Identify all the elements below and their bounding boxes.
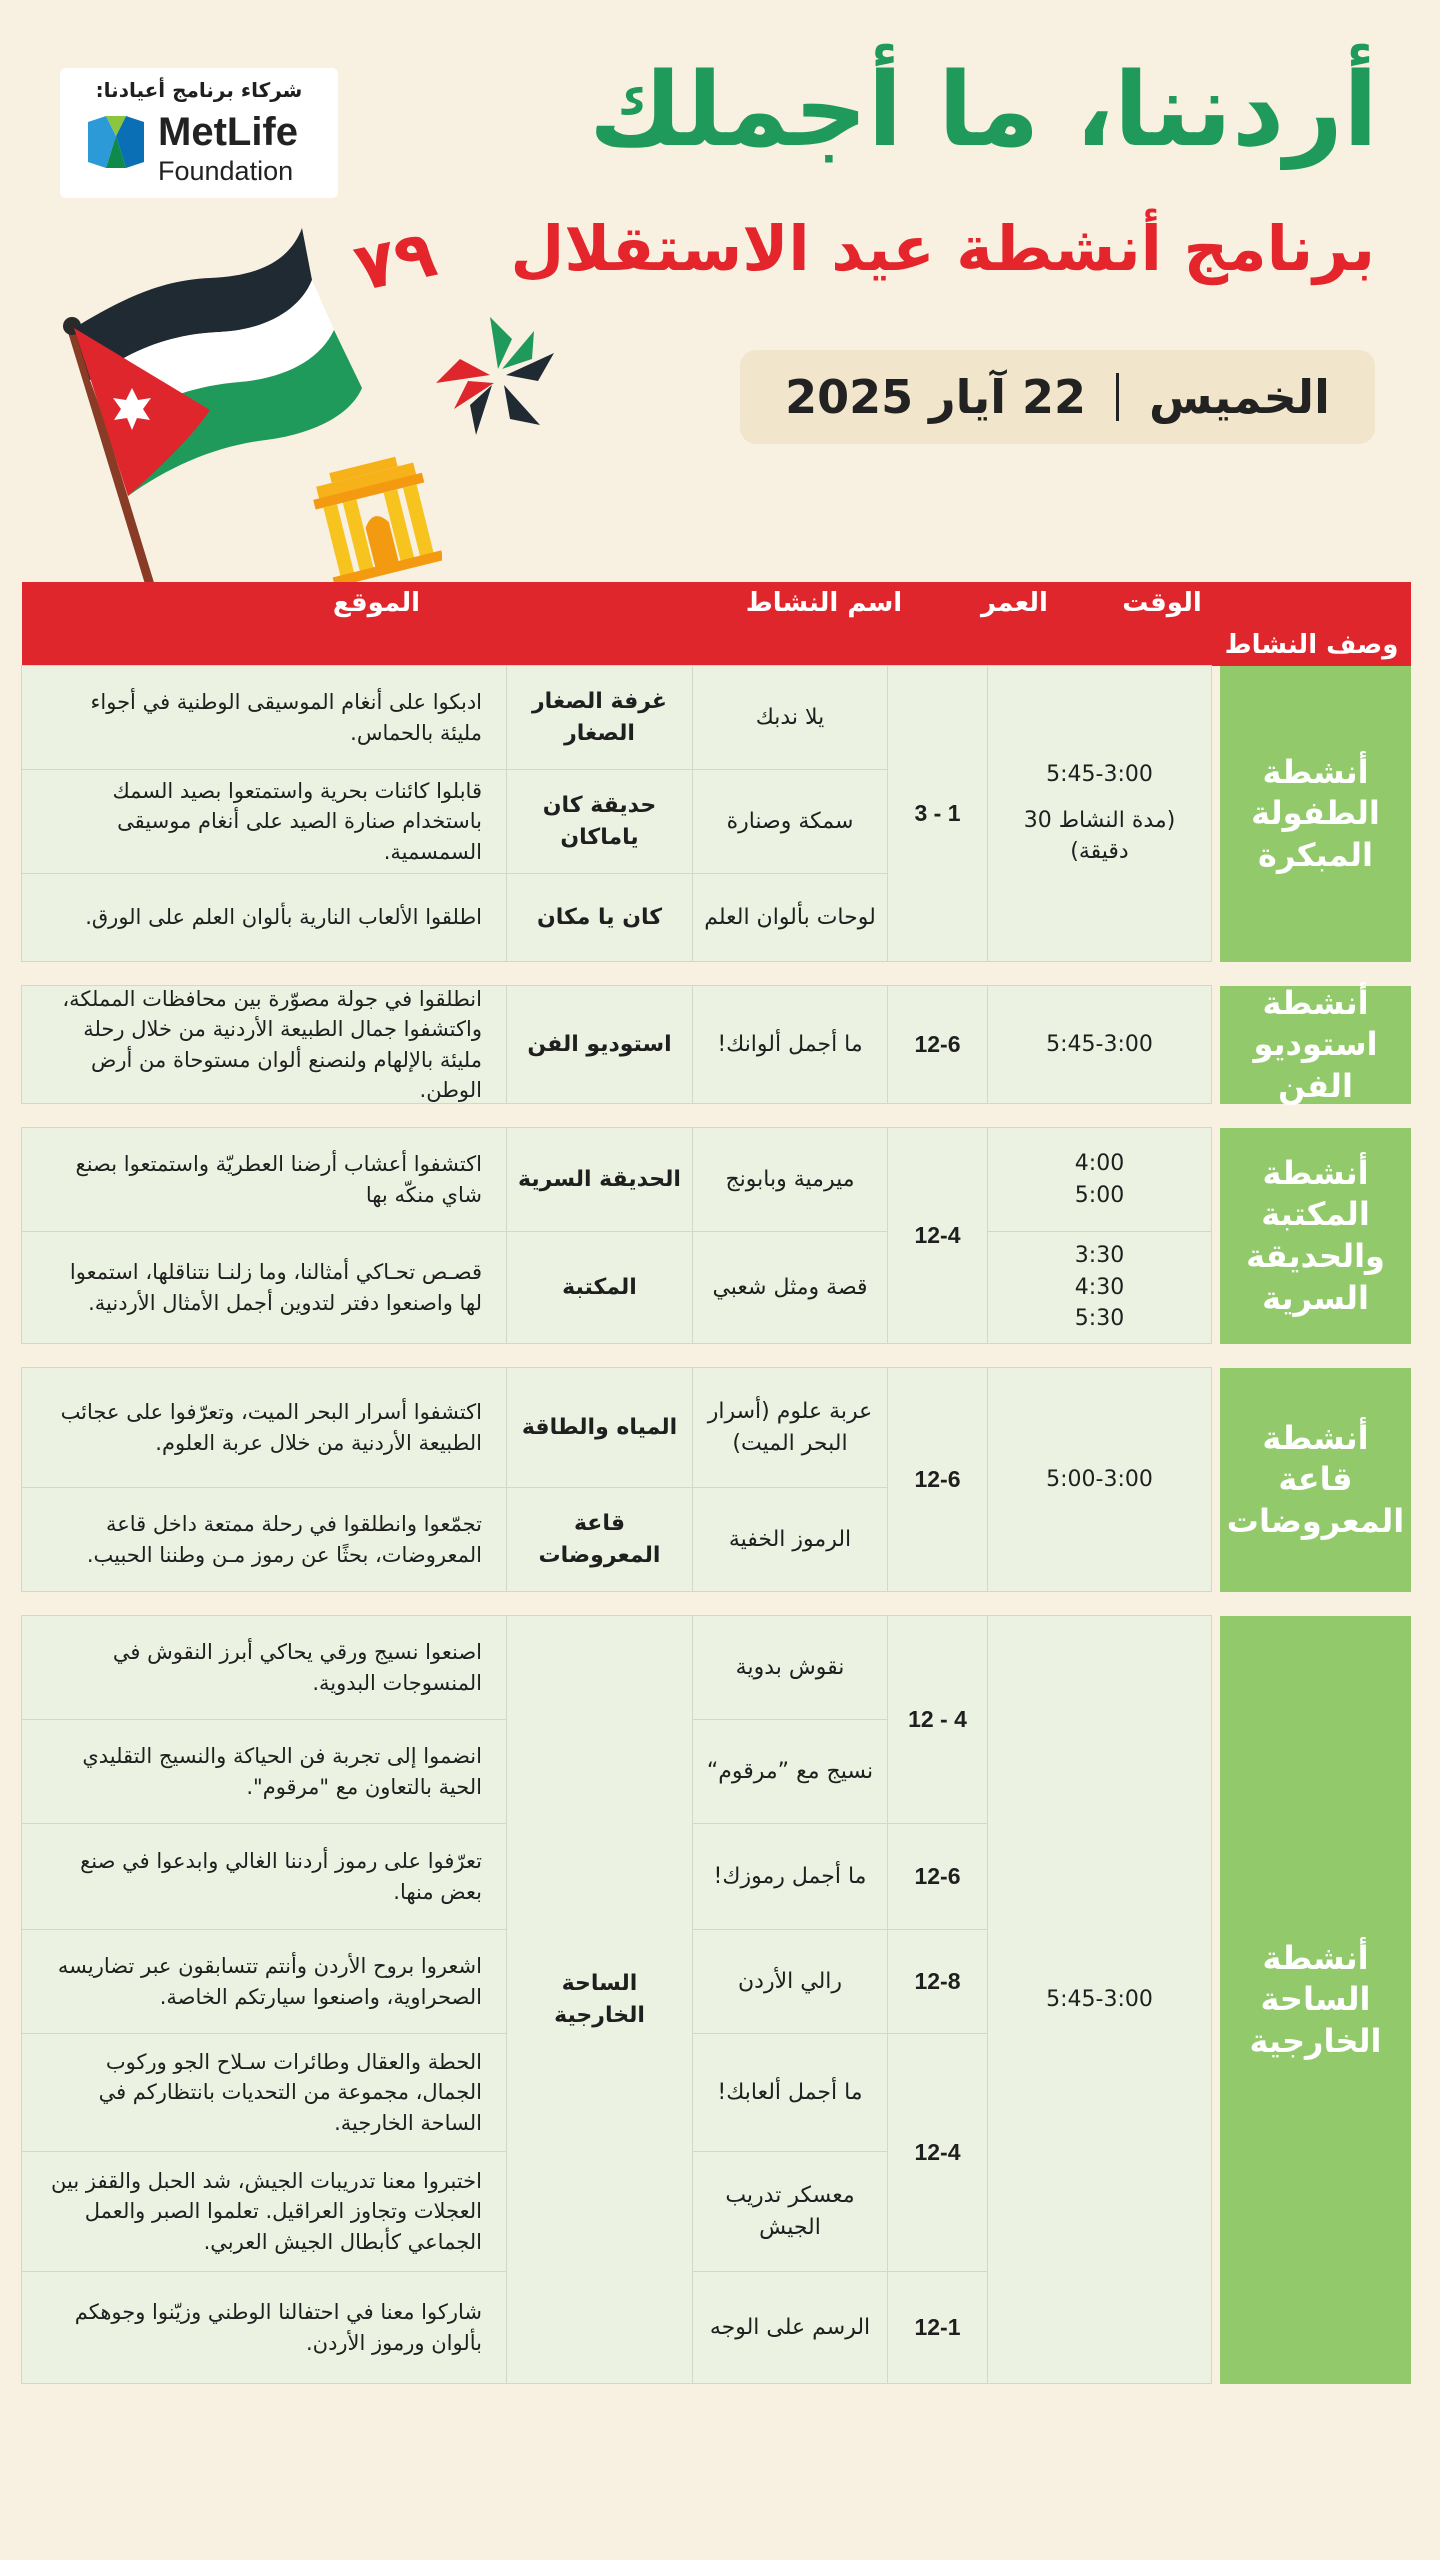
age-cell: 12 - 4	[887, 1615, 988, 1824]
section-outdoor-yard	[22, 1616, 1411, 2384]
age-cell: 12-6	[887, 985, 988, 1104]
activity-name: يلا ندبك	[692, 665, 888, 770]
activity-name: نقوش بدوية	[692, 1615, 888, 1720]
activity-name: عربة علوم (أسرار البحر الميت)	[692, 1367, 888, 1488]
sponsor-name: MetLife	[158, 110, 298, 154]
age-cell: 12-4	[887, 2033, 988, 2272]
time-slot: 3:30	[1074, 1242, 1125, 1268]
time-cell	[987, 1127, 1212, 1232]
time-slot: 5:00	[1074, 1182, 1125, 1208]
age-cell: 12-6	[887, 1367, 988, 1592]
activity-name: الرموز الخفية	[692, 1487, 888, 1592]
time-cell: 5:00-3:00	[987, 1367, 1212, 1592]
activity-description: تعرّفوا على رموز أردننا الغالي وابدعوا في صنع بعض منها.	[21, 1823, 507, 1930]
header-location: الموقع	[332, 588, 421, 618]
age-cell: 12-8	[887, 1929, 988, 2034]
page-subtitle: برنامج أنشطة عيد الاستقلال	[510, 212, 1375, 285]
header-activity: اسم النشاط	[745, 588, 903, 618]
activity-description: اطلقوا الألعاب النارية بألوان العلم على الورق.	[21, 873, 507, 962]
activity-location: حديقة كان ياماكان	[506, 769, 693, 874]
activity-name: قصة ومثل شعبي	[692, 1231, 888, 1344]
time-slot: 4:30	[1074, 1274, 1125, 1300]
activity-location: غرفة الصغار الصغار	[506, 665, 693, 770]
age-cell: 3 - 1	[887, 665, 988, 962]
section-library-garden	[22, 1128, 1411, 1344]
anniversary-number: ٧٩	[347, 214, 443, 307]
activity-name: ما أجمل ألوانك!	[692, 985, 888, 1104]
activity-name: ما أجمل رموزك!	[692, 1823, 888, 1930]
ornament-star-icon	[428, 310, 568, 445]
activity-name: لوحات بألوان العلم	[692, 873, 888, 962]
activity-description: اختبروا معنا تدريبات الجيش، شد الحبل والقفز بين العجلات وتجاوز العراقيل. تعلموا الصبر والعمل الجماعي كأبطال الجيش العربي.	[21, 2151, 507, 2272]
activity-name: الرسم على الوجه	[692, 2271, 888, 2384]
activity-location: استوديو الفن	[506, 985, 693, 1104]
activity-description: انطلقوا في جولة مصوّرة بين محافظات المملكة، واكتشفوا جمال الطبيعة الأردنية من خلال رحلة مليئة بالإلهام ولنصنع ألوان مستوحاة من أرض الوطن.	[21, 985, 507, 1104]
activity-description: تجمّعوا وانطلقوا في رحلة ممتعة داخل قاعة المعروضات، بحثًا عن رموز مـن وطننا الحبيب.	[21, 1487, 507, 1592]
activity-name: ميرمية وبابونج	[692, 1127, 888, 1232]
activity-description: ادبكوا على أنغام الموسيقى الوطنية في أجواء مليئة بالحماس.	[21, 665, 507, 770]
age-cell: 12-6	[887, 1823, 988, 1930]
time-note: (مدة النشاط 30 دقيقة)	[1023, 807, 1176, 865]
section-early-childhood	[22, 666, 1411, 962]
time-slot: 5:30	[1074, 1306, 1125, 1332]
category-label: أنشطة الطفولة المبكرة	[1220, 666, 1411, 962]
activity-location: المكتبة	[506, 1231, 693, 1344]
activity-name: نسيج مع ”مرقوم“	[692, 1719, 888, 1824]
section-exhibition-hall	[22, 1368, 1411, 1592]
monument-icon	[312, 455, 442, 585]
time-cell	[987, 1231, 1212, 1344]
activity-description: اشعروا بروح الأردن وأنتم تتسابقون عبر تضاريسه الصحراوية، واصنعوا سيارتكم الخاصة.	[21, 1929, 507, 2034]
activity-description: اصنعوا نسيج ورقي يحاكي أبرز النقوش في المنسوجات البدوية.	[21, 1615, 507, 1720]
activity-location: الحديقة السرية	[506, 1127, 693, 1232]
age-cell: 12-1	[887, 2271, 988, 2384]
sponsor-subtitle: Foundation	[158, 156, 294, 186]
activity-name: ما أجمل ألعابك!	[692, 2033, 888, 2152]
activity-location: المياه والطاقة	[506, 1367, 693, 1488]
activity-name: رالي الأردن	[692, 1929, 888, 2034]
event-date: 22 آيار 2025	[785, 370, 1087, 424]
category-label: أنشطة الساحة الخارجية	[1220, 1616, 1411, 2384]
category-label: أنشطة قاعة المعروضات	[1220, 1368, 1411, 1592]
date-box	[740, 350, 1375, 444]
activity-description: قابلوا كائنات بحرية واستمتعوا بصيد السمك باستخدام صنارة الصيد على أنغام موسيقى السمسمية.	[21, 769, 507, 874]
metlife-logo-icon	[88, 116, 144, 170]
date-divider	[1116, 373, 1119, 421]
table-header	[22, 582, 1411, 666]
header-age: العمر	[981, 588, 1048, 618]
category-label: أنشطة المكتبة والحديقة السرية	[1220, 1128, 1411, 1344]
activity-name: سمكة وصنارة	[692, 769, 888, 874]
time-slot: 4:00	[1074, 1150, 1125, 1176]
time-cell: 5:45-3:00	[987, 985, 1212, 1104]
time-cell: 5:45-3:00	[987, 1615, 1212, 2384]
activity-description: الحطة والعقال وطائرات سـلاح الجو وركوب الجمال، مجموعة من التحديات بانتظاركم في الساحة الخارجية.	[21, 2033, 507, 2152]
activity-description: اكتشفوا أعشاب أرضنا العطريّة واستمتعوا بصنع شاي منكّه بها	[21, 1127, 507, 1232]
activity-description: شاركوا معنا في احتفالنا الوطني وزيّنوا وجوهكم بألوان ورموز الأردن.	[21, 2271, 507, 2384]
time-range: 5:45-3:00	[1046, 761, 1153, 787]
schedule-table	[22, 582, 1411, 2384]
event-day: الخميس	[1149, 370, 1330, 424]
activity-description: انضموا إلى تجربة فن الحياكة والنسيج التقليدي الحية بالتعاون مع "مرقوم".	[21, 1719, 507, 1824]
section-art-studio	[22, 983, 1411, 1105]
activity-description: اكتشفوا أسرار البحر الميت، وتعرّفوا على عجائب الطبيعة الأردنية من خلال عربة العلوم.	[21, 1367, 507, 1488]
category-label: أنشطة استوديو الفن	[1220, 986, 1411, 1104]
header-time: الوقت	[1122, 588, 1202, 618]
activity-location: قاعة المعروضات	[506, 1487, 693, 1592]
sponsor-label: شركاء برنامج أعيادنا:	[95, 78, 303, 102]
header-description: وصف النشاط	[1224, 630, 1399, 660]
age-cell: 12-4	[887, 1127, 988, 1344]
sponsor-box	[60, 68, 338, 198]
activity-location: الساحة الخارجية	[506, 1615, 693, 2384]
time-cell	[987, 665, 1212, 962]
page-title: أردننا، ما أجملك	[589, 51, 1378, 170]
activity-name: معسكر تدريب الجيش	[692, 2151, 888, 2272]
activity-description: قصـص تحـاكي أمثالنا، وما زلنـا نتناقلها، استمعوا لها واصنعوا دفتر لتدوين أجمل الأمثال الأردنية.	[21, 1231, 507, 1344]
activity-location: كان يا مكان	[506, 873, 693, 962]
